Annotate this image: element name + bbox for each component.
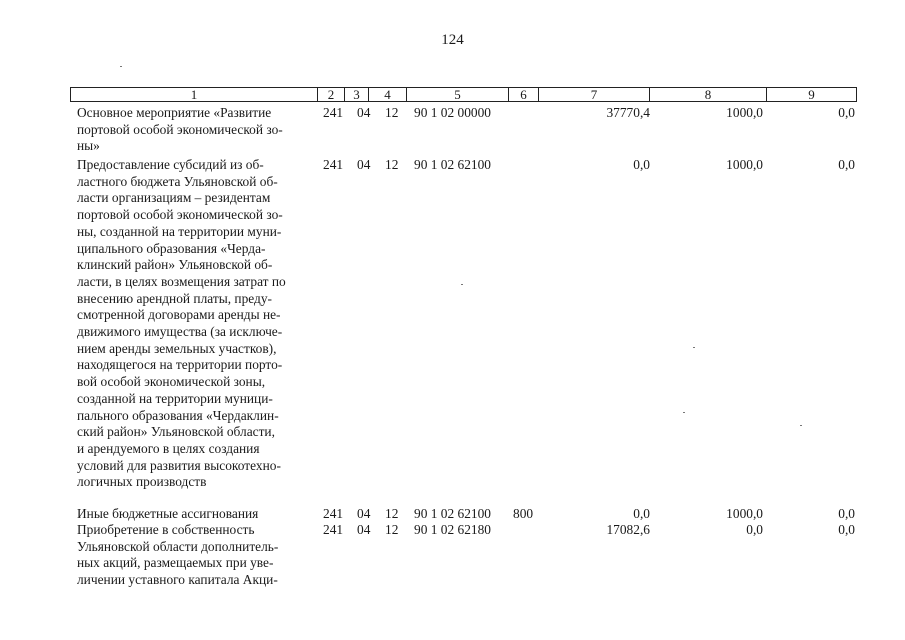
scan-speck bbox=[693, 347, 695, 348]
scan-speck bbox=[461, 284, 463, 285]
row-col-5: 90 1 02 00000 bbox=[414, 105, 491, 120]
row-col-4: 12 bbox=[385, 506, 399, 521]
row-col-2: 241 bbox=[323, 522, 344, 537]
row-col-7: 37770,4 bbox=[606, 105, 650, 120]
page-number: 124 bbox=[441, 32, 464, 48]
row-col-9: 0,0 bbox=[838, 157, 855, 172]
row-col-3: 04 bbox=[357, 506, 371, 521]
table-header-row bbox=[70, 87, 857, 102]
scan-speck bbox=[800, 425, 802, 426]
row-col-8: 1000,0 bbox=[726, 105, 763, 120]
row-description: Основное мероприятие «Развитие портовой особой экономической зо- ны» bbox=[77, 105, 283, 154]
column-header-5: 5 bbox=[407, 88, 509, 101]
row-col-8: 0,0 bbox=[746, 522, 763, 537]
row-col-2: 241 bbox=[323, 506, 344, 521]
row-col-4: 12 bbox=[385, 105, 399, 120]
row-col-5: 90 1 02 62100 bbox=[414, 506, 491, 521]
row-col-9: 0,0 bbox=[838, 522, 855, 537]
row-col-7: 0,0 bbox=[633, 506, 650, 521]
row-col-4: 12 bbox=[385, 157, 399, 172]
row-col-5: 90 1 02 62180 bbox=[414, 522, 491, 537]
row-description: Иные бюджетные ассигнования bbox=[77, 506, 259, 521]
row-col-6: 800 bbox=[513, 506, 534, 521]
column-header-1: 1 bbox=[71, 88, 318, 101]
column-header-6: 6 bbox=[509, 88, 539, 101]
row-col-3: 04 bbox=[357, 105, 371, 120]
row-description: Приобретение в собственность Ульяновской области дополнитель- ных акций, размещаемых при уве- личении уставного капитала Акци- bbox=[77, 522, 279, 588]
row-col-3: 04 bbox=[357, 522, 371, 537]
row-description: Предоставление субсидий из об- ластного бюджета Ульяновской об- ласти организациям – резидентам портовой особой экономической зо- ны, созданной на территории муни- ципального образования «Черда- клинский район» Ульяновской об- ласти, в целях возмещения затрат по внесению арендной платы, преду- смотренной договорами аренды не- движимого имущества (за исключе- нием аренды земельных участков), находящегося на территории порто- вой особой экономической зоны, созданной на территории муници- пального образования «Чердаклин- ский район» Ульяновской области, и арендуемого в целях создания условий для развития высокотехно- логичных производств bbox=[77, 157, 286, 490]
scan-speck bbox=[683, 412, 685, 413]
column-header-3: 3 bbox=[345, 88, 369, 101]
column-header-8: 8 bbox=[650, 88, 767, 101]
scan-speck bbox=[120, 66, 122, 67]
row-col-8: 1000,0 bbox=[726, 157, 763, 172]
row-col-7: 17082,6 bbox=[606, 522, 650, 537]
column-header-2: 2 bbox=[318, 88, 345, 101]
row-col-9: 0,0 bbox=[838, 506, 855, 521]
row-col-4: 12 bbox=[385, 522, 399, 537]
row-col-9: 0,0 bbox=[838, 105, 855, 120]
row-col-2: 241 bbox=[323, 105, 344, 120]
row-col-7: 0,0 bbox=[633, 157, 650, 172]
column-header-4: 4 bbox=[369, 88, 407, 101]
row-col-8: 1000,0 bbox=[726, 506, 763, 521]
column-header-7: 7 bbox=[539, 88, 650, 101]
row-col-3: 04 bbox=[357, 157, 371, 172]
column-header-9: 9 bbox=[808, 87, 815, 102]
row-col-2: 241 bbox=[323, 157, 344, 172]
row-col-5: 90 1 02 62100 bbox=[414, 157, 491, 172]
